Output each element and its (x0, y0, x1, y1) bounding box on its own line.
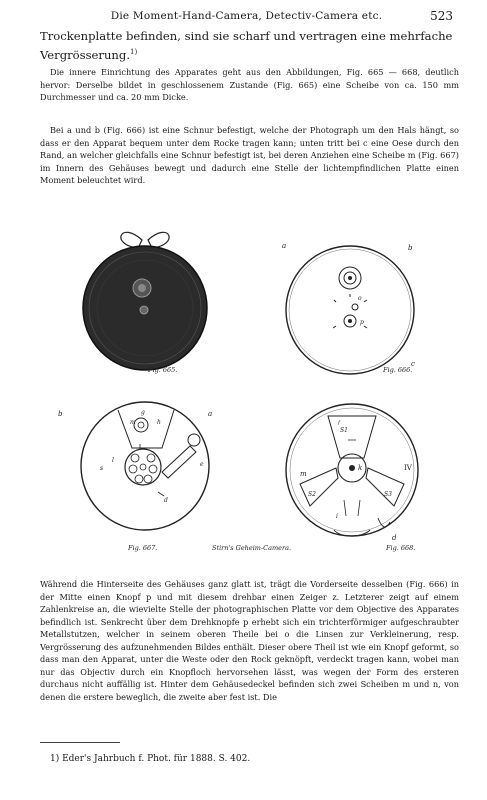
paragraph-front-side: Während die Hinterseite des Gehäuses ganz glatt ist, trägt die Vorderseite desselben (Fig. 666) in der Mitte einen Knopf p und mit diesem drehbar einen Zeiger z. Letzterer zeigt auf einem Zahlenkreise an, die wievielte Stelle der photographischen Platte vor dem Objective des Apparates befindlich ist. Senkrecht über dem Drehknopfe p erhebt sich ein trichterförmiger aufgeschraubter Metallstutzen, welcher in seinem oberen Theile bei o die Linsen zur Verkleinerung, resp. Vergrösserung des aufzunehmenden Bildes enthält. Dieser obere Theil ist wie ein Knopf geformt, so dass man den Apparat, unter die Weste oder den Rock geknöpft, verdeckt tragen kann, wobei man nur das Objectiv durch ein Knopfloch hervorsehen lässt, was wegen der Form des ersteren durchaus nicht auffällig ist. Hinter dem Gehäusedeckel befinden sich zwei Scheiben m und n, von denen die erstere beweglich, die zweite aber fest ist. Die (40, 579, 459, 702)
fig-667-label-e: e (200, 461, 204, 468)
fig-666-label-a: a (282, 242, 287, 250)
page-number: 523 (430, 9, 453, 23)
fig-668-label-d: d (392, 534, 397, 542)
paragraph-strap: Bei a und b (Fig. 666) ist eine Schnur befestigt, welche der Photograph um den Hals hängt, so dass er den Apparat bequem unter dem Rocke tragen kann; unten tritt bei c eine Oese durch den Rand, an welcher gleichfalls eine Schnur befestigt ist, bei deren Anziehen eine Scheibe m (Fig. 667) im Innern des Gehäuses bewegt und dadurch eine Stelle der lichtempfindlichen Platte einen Moment beleuchtet wird. (40, 125, 459, 185)
running-header (40, 10, 453, 26)
fig-667-illustration (58, 402, 212, 530)
fig-665-illustration (83, 232, 207, 370)
caption-fig-665: Fig. 665. (148, 366, 178, 374)
fig-667-label-d: d (164, 497, 168, 504)
fig-667-label-b: b (58, 410, 63, 418)
paragraph-interior: Die innere Einrichtung des Apparates geht aus den Abbildungen, Fig. 665 — 668, deutlich hervor: Derselbe bildet in geschlossenem Zustande (Fig. 665) eine Scheibe von ca. 150 mm Durchmesser und ca. 20 mm Dicke. (40, 67, 459, 102)
footnote-rule (40, 742, 120, 743)
fig-666-illustration (282, 242, 415, 374)
fig-666-label-c: c (411, 360, 415, 368)
fig-668-label-k: k (358, 464, 363, 472)
fig-667-label-h: h (157, 419, 161, 426)
fig-668-label-m: m (300, 470, 307, 478)
fig-668-label-f: f (338, 420, 340, 426)
figure-plate (40, 200, 460, 572)
fig-668-label-roman: IV (404, 464, 412, 472)
fig-668-label-s2: S2 (308, 491, 316, 498)
fig-667-label-g: g (141, 409, 145, 416)
intro-paragraph (40, 28, 461, 63)
fig-668-label-s1: S1 (340, 427, 348, 434)
figure-illustrations (40, 200, 460, 572)
footnote: 1) Eder's Jahrbuch f. Phot. für 1888. S. 402. (50, 754, 251, 764)
fig-666-label-p: p (360, 319, 364, 326)
fig-666-label-b: b (408, 244, 413, 252)
fig-667-label-s: s (100, 465, 104, 472)
fig-666-label-o: o (358, 295, 362, 302)
fig-667-label-l: l (112, 457, 114, 464)
caption-stirn: Stirn's Geheim-Camera. (212, 544, 292, 552)
fig-668-label-s3: S3 (384, 491, 392, 498)
caption-fig-667: Fig. 667. (128, 544, 158, 552)
fig-668-illustration (286, 404, 418, 542)
fig-667-label-m: m (130, 419, 136, 426)
footnote-mark: 1) (130, 48, 138, 56)
intro-text: Trockenplatte befinden, sind sie scharf und vertragen eine mehrfache Vergrösserung. (40, 29, 453, 62)
caption-fig-668: Fig. 668. (386, 544, 416, 552)
caption-fig-666: Fig. 666. (383, 366, 413, 374)
running-title: Die Moment-Hand-Camera, Detectiv-Camera etc. (110, 10, 383, 22)
fig-668-label-i: i (336, 513, 338, 520)
fig-667-label-a: a (208, 410, 213, 418)
